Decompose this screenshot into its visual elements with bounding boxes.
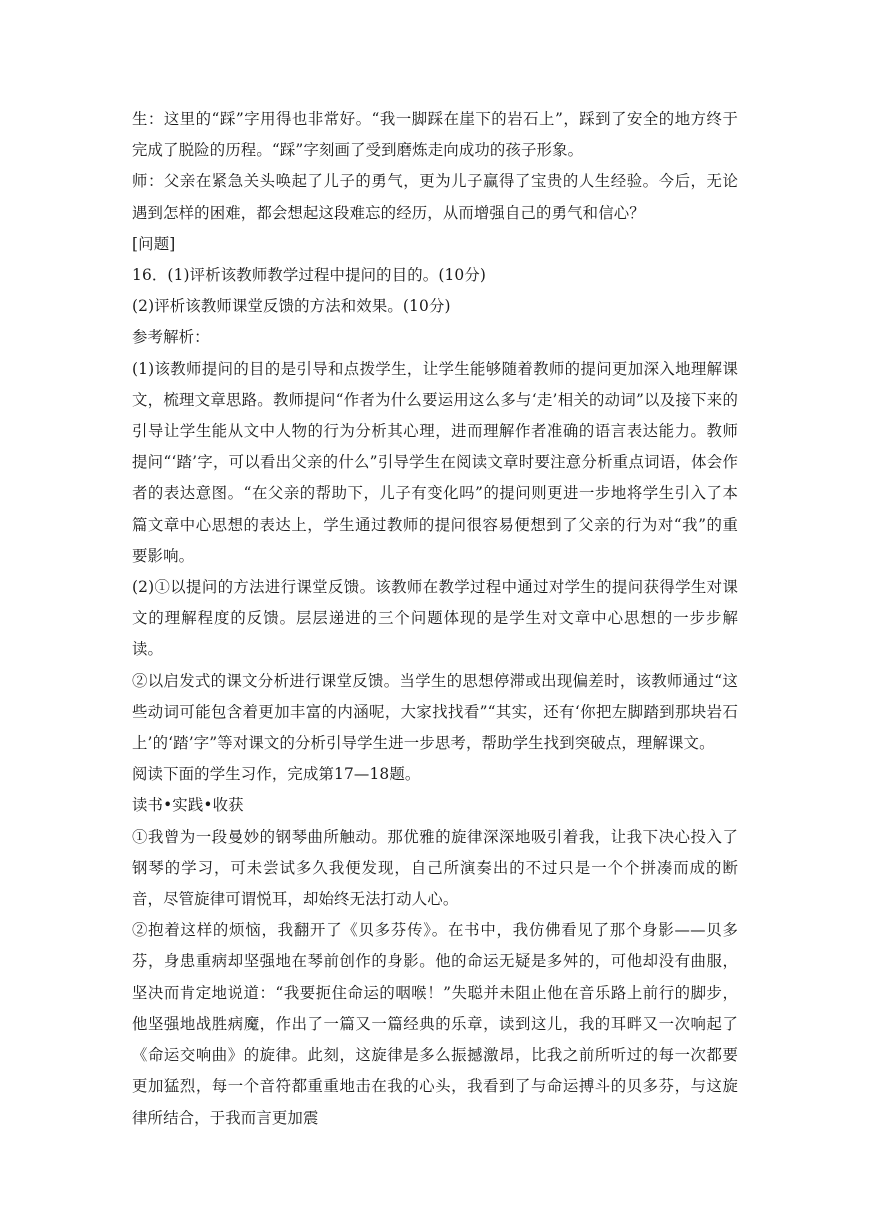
answer-part-1: (1)该教师提问的目的是引导和点拨学生，让学生能够随着教师的提问更加深入地理解课文，梳理文章思路。教师提问“作者为什么要运用这么多与‘走’相关的动词”以及接下来的引导让学生能从文中人物的行为分析其心理，进而理解作者准确的语言表达能力。教师提问“‘踏’字，可以看出父亲的什么”引导学生在阅读文章时要注意分析重点词语，体会作者的表达意图。“在父亲的帮助下，儿子有变化吗”的提问则更进一步地将学生引入了本篇文章中心思想的表达上，学生通过教师的提问很容易便想到了父亲的行为对“我”的重要影响。: [132, 359, 738, 565]
essay-title: 读书•实践•收获: [132, 796, 244, 815]
document-page: [132, 104, 738, 1134]
question-heading: [问题]: [132, 234, 176, 253]
answer-part-2-item-1: (2)①以提问的方法进行课堂反馈。该教师在教学过程中通过对学生的提问获得学生对课文的理解程度的反馈。层层递进的三个问题体现的是学生对文章中心思想的一步步解读。: [132, 578, 738, 659]
essay-paragraph-2: ②抱着这样的烦恼，我翻开了《贝多芬传》。在书中，我仿佛看见了那个身影——贝多芬，身患重病却坚强地在琴前创作的身影。他的命运无疑是多舛的，可他却没有曲服，坚决而肯定地说道：“我要扼住命运的咽喉！”失聪并未阻止他在音乐路上前行的脚步，他坚强地战胜病魔，作出了一篇又一篇经典的乐章，读到这儿，我的耳畔又一次响起了《命运交响曲》的旋律。此刻，这旋律是多么振撼激昂，比我之前所听过的每一次都要更加猛烈，每一个音符都重重地击在我的心头，我看到了与命运搏斗的贝多芬，与这旋律所结合，于我而言更加震: [132, 921, 738, 1127]
student-answer-paragraph: 生：这里的“踩”字用得也非常好。“我一脚踩在崖下的岩石上”，踩到了安全的地方终于完成了脱险的历程。“踩”字刻画了受到磨炼走向成功的孩子形象。: [132, 110, 738, 160]
answer-heading: 参考解析：: [132, 328, 210, 347]
essay-paragraph-1: ①我曾为一段曼妙的钢琴曲所触动。那优雅的旋律深深地吸引着我，让我下决心投入了钢琴的学习，可未尝试多久我便发现，自己所演奏出的不过只是一个个拼凑而成的断音，尽管旋律可谓悦耳，却始终无法打动人心。: [132, 827, 738, 909]
question-16-part-2: (2)评析该教师课堂反馈的方法和效果。(10分): [132, 297, 451, 316]
teacher-remark-paragraph: 师：父亲在紧急关头唤起了儿子的勇气，更为儿子赢得了宝贵的人生经验。今后，无论遇到怎样的困难，都会想起这段难忘的经历，从而增强自己的勇气和信心？: [132, 172, 738, 222]
answer-part-2-item-2: ②以启发式的课文分析进行课堂反馈。当学生的思想停滞或出现偏差时，该教师通过“这些动词可能包含着更加丰富的内涵呢，大家找找看”“其实，还有‘你把左脚踏到那块岩石上’的‘踏’字”等对课文的分析引导学生进一步思考，帮助学生找到突破点，理解课文。: [132, 671, 738, 753]
question-16-part-1: 16．(1)评析该教师教学过程中提问的目的。(10分): [132, 266, 487, 285]
reading-instruction: 阅读下面的学生习作，完成第17—18题。: [132, 765, 421, 784]
